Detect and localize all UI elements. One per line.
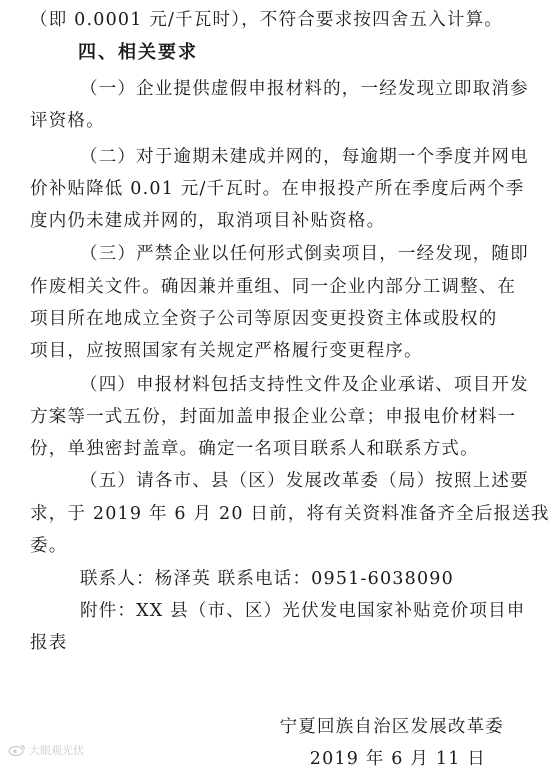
attachment-line: 附件：XX 县（市、区）光伏发电国家补贴竞价项目申 <box>80 601 526 621</box>
paragraph-line: 项目，应按照国家有关规定严格履行变更程序。 <box>30 341 423 361</box>
issue-date: 2019 年 6 月 11 日 <box>309 749 486 769</box>
paragraph-line: （四）申报材料包括支持性文件及企业承诺、项目开发 <box>80 375 529 395</box>
weibo-logo-icon <box>8 744 26 756</box>
paragraph-line: （五）请各市、县（区）发展改革委（局）按照上述要 <box>80 471 529 491</box>
paragraph-line: 价补贴降低 0.01 元/千瓦时。在申报投产所在季度后两个季 <box>30 179 525 199</box>
paragraph-line: 项目所在地成立全资子公司等原因变更投资主体或股权的 <box>30 309 498 329</box>
paragraph-line: （三）严禁企业以任何形式倒卖项目，一经发现，随即 <box>80 244 529 264</box>
contact-line: 联系人：杨泽英 联系电话：0951-6038090 <box>80 569 454 589</box>
paragraph-line: 份，单独密封盖章。确定一名项目联系人和联系方式。 <box>30 439 479 459</box>
paragraph-line: （一）企业提供虚假申报材料的，一经发现立即取消参 <box>80 79 529 99</box>
paragraph-line: 委。 <box>30 536 68 556</box>
paragraph-line: （即 0.0001 元/千瓦时），不符合要求按四舍五入计算。 <box>30 10 504 30</box>
paragraph-line: （二）对于逾期未建成并网的，每逾期一个季度并网电 <box>80 147 529 167</box>
section-heading: 四、相关要求 <box>78 42 198 63</box>
paragraph-line: 评资格。 <box>30 111 105 131</box>
watermark-text: 大眼观光伏 <box>29 744 84 757</box>
issuer-name: 宁夏回族自治区发展改革委 <box>279 717 504 737</box>
attachment-line: 报表 <box>30 633 68 653</box>
paragraph-line: 度内仍未建成并网的，取消项目补贴资格。 <box>30 211 386 231</box>
paragraph-line: 作废相关文件。确因兼并重组、同一企业内部分工调整、在 <box>30 277 517 297</box>
watermark <box>8 742 84 758</box>
paragraph-line: 方案等一式五份，封面加盖申报企业公章；申报电价材料一 <box>30 407 517 427</box>
paragraph-line: 求，于 2019 年 6 月 20 日前，将有关资料准备齐全后报送我 <box>30 504 550 524</box>
